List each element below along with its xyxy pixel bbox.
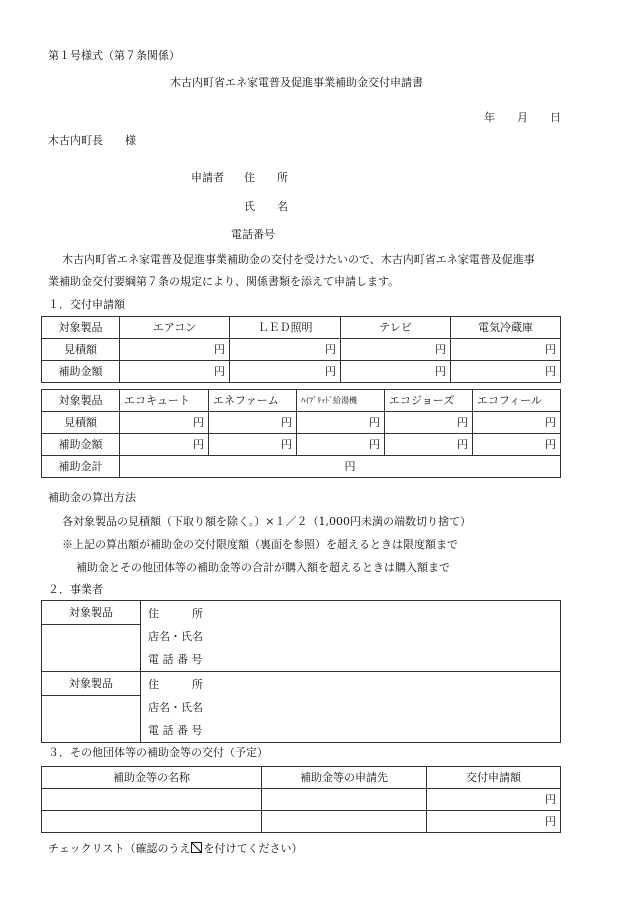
amount-cell[interactable]: 円	[209, 412, 297, 434]
amount-cell[interactable]: 円	[297, 412, 385, 434]
section2-heading: ２．事業者	[48, 583, 103, 596]
business-info-cell[interactable]	[141, 672, 561, 743]
checked-box-icon	[191, 842, 202, 853]
product-name: エアコン	[120, 317, 230, 339]
business-product-label: 対象製品	[42, 672, 140, 696]
amount-cell[interactable]: 円	[120, 339, 230, 361]
business-product-cell[interactable]	[42, 601, 141, 672]
subsidy-name-cell[interactable]	[42, 811, 262, 833]
business-info-cell[interactable]	[141, 601, 561, 672]
table-row	[42, 672, 561, 743]
business-address-label: 住 所	[148, 606, 203, 620]
yen-unit: 円	[344, 459, 356, 473]
product-name: エコキュート	[120, 390, 209, 412]
applicant-name-label: 氏 名	[244, 200, 288, 213]
product-name: ﾊｲﾌﾞﾘｯﾄﾞ給湯機	[297, 390, 385, 412]
table-row	[42, 412, 561, 434]
checklist-heading	[48, 842, 302, 855]
table-row	[42, 601, 561, 672]
amount-cell[interactable]: 円	[385, 434, 473, 456]
product-name: エネファーム	[209, 390, 297, 412]
row-label: 対象製品	[42, 390, 120, 412]
column-header: 交付申請額	[427, 767, 561, 789]
row-label: 補助金額	[42, 361, 120, 383]
business-address-label: 住 所	[148, 677, 203, 691]
amount-cell[interactable]: 円	[427, 811, 561, 833]
amount-cell[interactable]: 円	[297, 434, 385, 456]
amount-cell[interactable]: 円	[427, 789, 561, 811]
subsidy-destination-cell[interactable]	[262, 789, 427, 811]
amount-cell[interactable]: 円	[209, 434, 297, 456]
amount-cell[interactable]: 円	[473, 412, 561, 434]
calc-line-2: ※上記の算出額が補助金の交付限度額（裏面を参照）を超えるときは限度額まで	[62, 538, 458, 551]
product-name: エコフィール	[473, 390, 561, 412]
amount-cell[interactable]: 円	[120, 434, 209, 456]
business-shop-label: 店名・氏名	[148, 700, 203, 714]
section1-heading: １．交付申請額	[48, 298, 125, 311]
business-phone-label: 電 話 番 号	[148, 652, 203, 666]
form-number: 第１号様式（第７条関係）	[48, 49, 180, 62]
product-name: ＬＥＤ照明	[230, 317, 341, 339]
business-table	[41, 600, 561, 743]
table-row	[42, 434, 561, 456]
subsidy-table-1	[41, 316, 561, 383]
checklist-text-after: を付けてください）	[203, 842, 303, 855]
amount-cell[interactable]: 円	[385, 412, 473, 434]
subsidy-destination-cell[interactable]	[262, 811, 427, 833]
table-row	[42, 767, 561, 789]
row-label: 見積額	[42, 339, 120, 361]
table-row	[42, 361, 561, 383]
amount-cell[interactable]: 円	[230, 361, 341, 383]
row-label: 補助金額	[42, 434, 120, 456]
amount-cell[interactable]: 円	[451, 361, 561, 383]
amount-cell[interactable]: 円	[341, 339, 451, 361]
calc-line-1: 各対象製品の見積額（下取り額を除く。）×１／２（1,000円未満の端数切り捨て）	[62, 515, 471, 528]
amount-cell[interactable]: 円	[230, 339, 341, 361]
other-subsidy-table	[41, 766, 561, 833]
amount-cell[interactable]: 円	[120, 361, 230, 383]
subsidy-table-2	[41, 389, 561, 478]
amount-cell[interactable]: 円	[341, 361, 451, 383]
business-product-cell[interactable]	[42, 672, 141, 743]
calc-heading: 補助金の算出方法	[48, 491, 136, 504]
amount-cell[interactable]: 円	[120, 412, 209, 434]
addressee: 木古内町長 様	[48, 134, 136, 147]
product-name: 電気冷蔵庫	[451, 317, 561, 339]
intro-line-1: 木古内町省エネ家電普及促進事業補助金の交付を受けたいので、木古内町省エネ家電普及促進事	[62, 253, 535, 266]
checklist-text-before: チェックリスト（確認のうえ	[48, 842, 191, 855]
table-row	[42, 317, 561, 339]
business-product-label: 対象製品	[42, 601, 140, 625]
table-row	[42, 789, 561, 811]
business-phone-label: 電 話 番 号	[148, 723, 203, 737]
table-row	[42, 390, 561, 412]
applicant-phone-label: 電話番号	[231, 228, 275, 241]
total-label: 補助金計	[42, 456, 120, 478]
product-name: エコジョーズ	[385, 390, 473, 412]
table-row	[42, 339, 561, 361]
intro-line-2: 業補助金交付要綱第７条の規定により、関係書類を添えて申請します。	[48, 275, 400, 288]
subsidy-name-cell[interactable]	[42, 789, 262, 811]
row-label: 対象製品	[42, 317, 120, 339]
amount-cell[interactable]: 円	[473, 434, 561, 456]
column-header: 補助金等の名称	[42, 767, 262, 789]
row-label: 見積額	[42, 412, 120, 434]
column-header: 補助金等の申請先	[262, 767, 427, 789]
amount-cell[interactable]: 円	[451, 339, 561, 361]
table-row	[42, 811, 561, 833]
product-name: テレビ	[341, 317, 451, 339]
section3-heading: ３．その他団体等の補助金等の交付（予定）	[48, 746, 268, 759]
applicant-address-label: 住 所	[244, 171, 288, 184]
total-amount-cell[interactable]	[120, 456, 561, 478]
business-shop-label: 店名・氏名	[148, 629, 203, 643]
calc-line-3: 補助金とその他団体等の補助金等の合計が購入額を超えるときは購入額まで	[76, 561, 450, 574]
table-row	[42, 456, 561, 478]
document-title: 木古内町省エネ家電普及促進事業補助金交付申請書	[170, 76, 423, 89]
date-field[interactable]: 年 月 日	[484, 111, 561, 124]
applicant-label: 申請者	[191, 171, 224, 184]
